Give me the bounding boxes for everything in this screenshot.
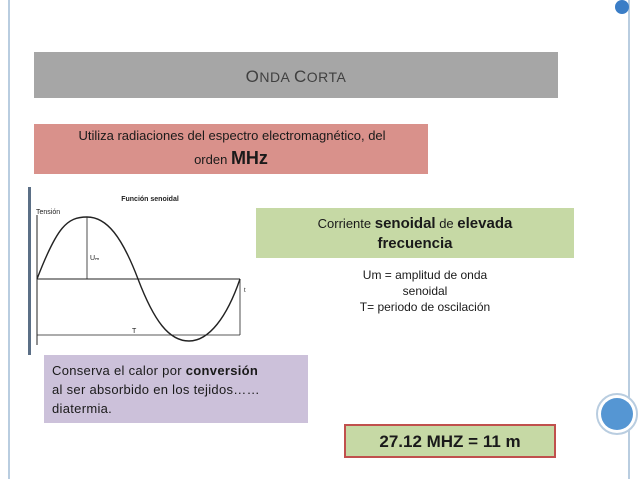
heat-box (44, 355, 308, 423)
time-label: t (244, 288, 246, 294)
title-initial-2: C (294, 67, 307, 86)
graph-border (28, 187, 31, 355)
current-prefix: Corriente (317, 216, 375, 231)
current-senoidal: senoidal (374, 215, 436, 232)
heat-bold: conversión (185, 363, 259, 378)
heat-line-3: diatermia. (52, 401, 113, 416)
current-box (256, 208, 574, 258)
intro-box (34, 124, 428, 174)
graph-title: Función senoidal (121, 196, 179, 203)
title-bar (34, 52, 558, 98)
intro-prefix: orden (194, 152, 231, 167)
result-text: 27.12 MHZ = 11 m (379, 432, 521, 451)
note-line-3: T= periodo de oscilación (359, 300, 491, 314)
decor-dot-top (615, 0, 629, 14)
sine-graph-svg (32, 187, 252, 355)
current-elevada: elevada (457, 215, 513, 232)
current-line-2 (256, 235, 574, 252)
current-frecuencia: frecuencia (377, 235, 453, 252)
sine-graph (32, 187, 252, 355)
intro-line-1: Utiliza radiaciones del espectro electromagnético, del (78, 128, 386, 143)
note-line-2: senoidal (402, 284, 448, 298)
heat-prefix: Conserva el calor por (52, 363, 186, 378)
decor-dot-bottom (601, 398, 633, 430)
current-line-1 (256, 215, 574, 232)
graph-y-label: Tensión (36, 209, 61, 216)
title-rest-2: ORTA (306, 69, 347, 85)
title-initial-1: O (245, 67, 260, 86)
slide-title (34, 67, 558, 87)
title-rest-1: NDA (259, 69, 295, 85)
current-mid: de (435, 216, 458, 231)
slide-frame-left (8, 0, 10, 479)
intro-line-2 (34, 148, 428, 169)
result-box (344, 424, 556, 458)
amplitude-notes (300, 267, 550, 315)
intro-unit: MHz (230, 148, 268, 168)
note-line-1: Um = amplitud de onda (362, 268, 488, 282)
heat-line-2: al ser absorbido en los tejidos…… (52, 382, 260, 397)
amplitude-label: Uₘ (90, 255, 100, 262)
period-label: T (132, 328, 137, 335)
heat-line-1 (52, 363, 302, 378)
